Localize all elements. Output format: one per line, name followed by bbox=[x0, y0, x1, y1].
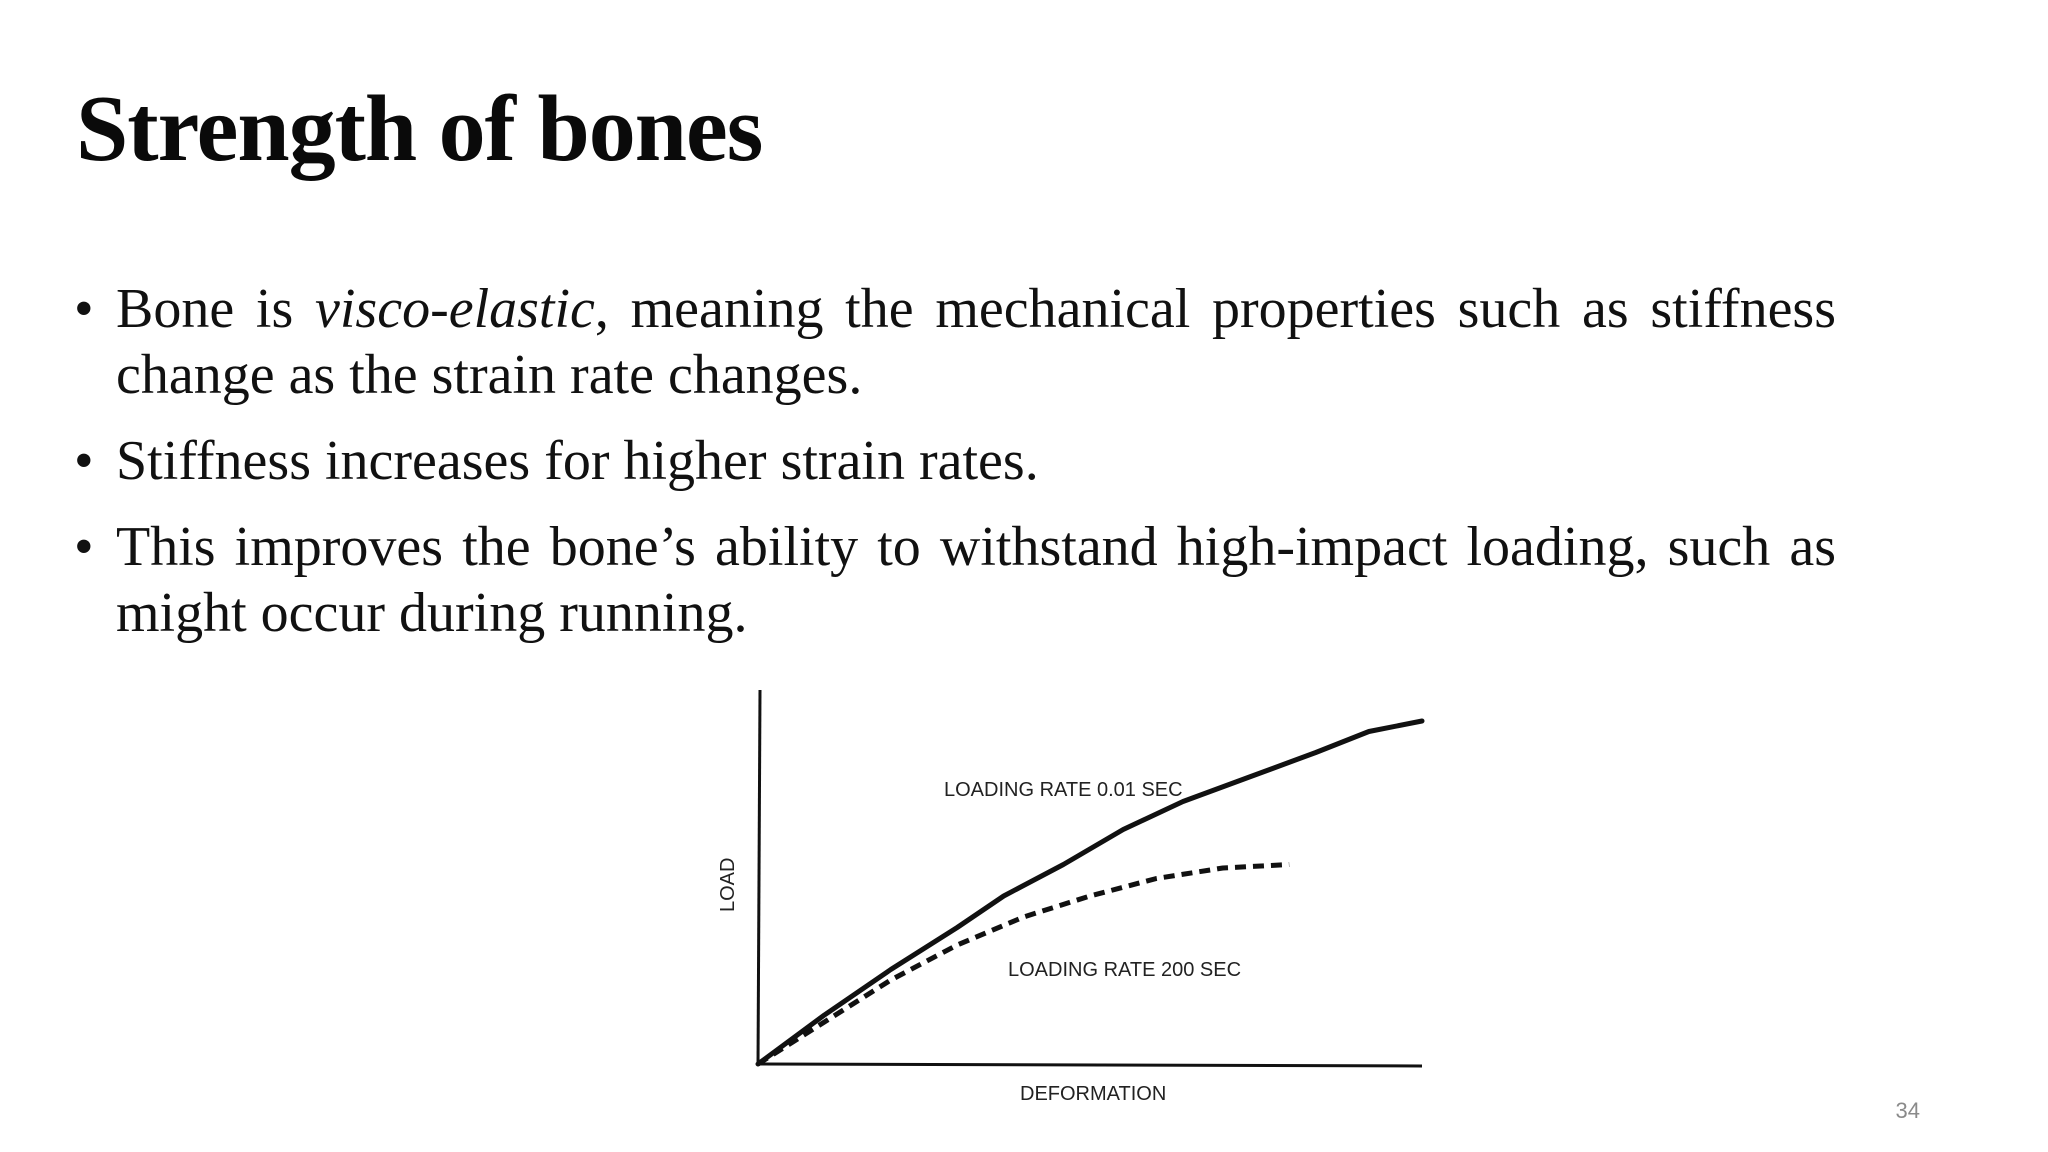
bullet-marker: • bbox=[74, 430, 94, 492]
bullet-marker: • bbox=[74, 516, 94, 578]
bullet-text: Stiffness increases for higher strain rates. bbox=[116, 430, 1039, 492]
y-axis-label: LOAD bbox=[717, 857, 739, 912]
load-deformation-chart bbox=[700, 680, 1440, 1120]
x-axis bbox=[756, 1064, 1422, 1066]
bullet-text: This improves the bone’s ability to withstand high-impact loading, such as might occur during running. bbox=[116, 516, 1836, 644]
bullet-text-post: , meaning the mechanical properties such as stiffness change as the strain rate changes. bbox=[116, 278, 1837, 406]
series-label-slow: LOADING RATE 200 SEC bbox=[1008, 959, 1242, 981]
bullet-marker: • bbox=[74, 278, 94, 340]
bullet-list bbox=[74, 276, 1836, 666]
bullet-item-viscoelastic bbox=[74, 276, 1836, 408]
slide-title: Strength of bones bbox=[76, 77, 763, 181]
bullet-text-italic-term: visco-elastic bbox=[315, 278, 595, 340]
bullet-text-pre: Bone is bbox=[116, 278, 316, 340]
series-label-fast: LOADING RATE 0.01 SEC bbox=[944, 779, 1183, 801]
series-layer bbox=[758, 721, 1422, 1064]
page-number: 34 bbox=[1895, 1098, 1920, 1123]
y-axis bbox=[758, 690, 760, 1066]
x-axis-label: DEFORMATION bbox=[1020, 1083, 1167, 1105]
bullet-item-stiffness bbox=[74, 428, 1836, 494]
bullet-item-impact bbox=[74, 514, 1836, 646]
series-line-fast-loading bbox=[758, 721, 1422, 1064]
